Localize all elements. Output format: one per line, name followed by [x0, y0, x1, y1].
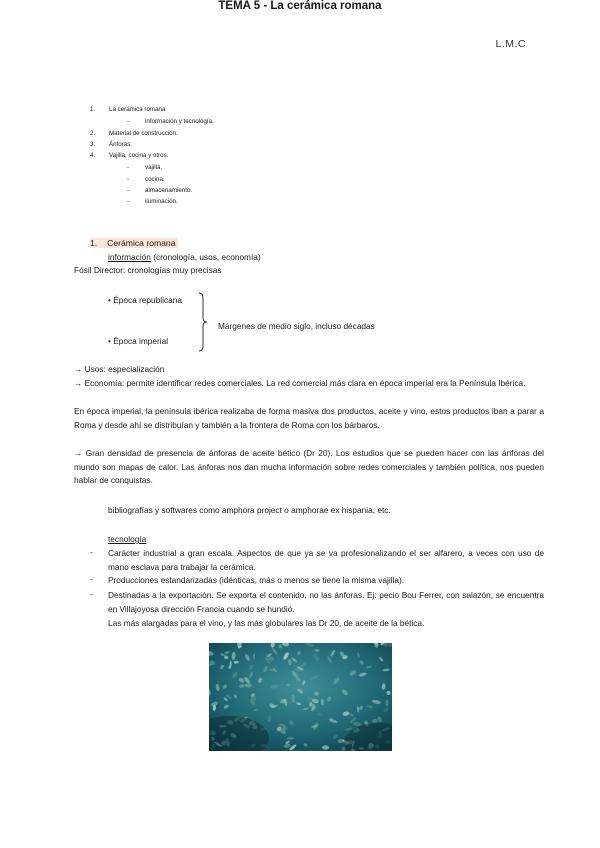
fosil-director-line: Fósil Director: cronologías muy precisas — [74, 265, 222, 275]
economia-paragraph: → Economía: permite identificar redes comerciales. La red comercial más clara en época imperial era la Península Ibérica. — [74, 378, 526, 388]
section-heading: 1. Cerámica romana — [90, 238, 178, 248]
shipwreck-image — [209, 643, 392, 751]
epoca-republicana: • Época republicana — [108, 295, 182, 305]
toc-item: 2. Material de construcción. — [90, 130, 178, 137]
toc-subitem: - vajilla. — [127, 164, 163, 171]
amphora-shape — [386, 699, 389, 706]
imperial-paragraph: En época imperial, la península ibérica realizaba de forma masiva dos productos, aceite y vino, estos productos iban a parar a Roma y desde ahí se distribuían y también a la frontera de Roma con los bárbaros. — [74, 406, 544, 430]
page-title: TEMA 5 - La cerámica romana — [218, 0, 382, 12]
info-line: información (cronología, usos, economía) — [108, 252, 261, 262]
right-brace — [198, 292, 208, 352]
toc-subitem: - iluminación. — [127, 198, 178, 205]
toc-subitem: - almacenamiento. — [127, 187, 193, 194]
toc-item: 1. La cerámica romana — [90, 106, 166, 113]
bibliografia-line: bibliografías y softwares como amphora project o amphorae ex hispania, etc. — [108, 505, 391, 515]
epoca-imperial: • Época imperial — [108, 336, 169, 346]
toc-item: 4. Vajilla, cocina y otros. — [90, 152, 169, 159]
tecnologia-label: tecnología — [108, 534, 147, 544]
toc-subitem: - cocina. — [127, 176, 165, 183]
densidad-paragraph: → Gran densidad de presencia de ánforas de aceite bético (Dr 20). Los estudios que se pueden hacer con las ánforas del mundo son mapas de calor. Las ánforas nos dan mucha información sobre redes comerciales y también política, nos pueden hablar de conquistas. — [74, 448, 544, 485]
toc-item: 3. Ánforas. — [90, 141, 133, 148]
shipwreck-photo — [209, 643, 392, 751]
tecnologia-note: Las más alargadas para el vino, y las más globulares las Dr 20, de aceite de la bética. — [108, 618, 425, 628]
usos-line: → Usos: especialización — [74, 364, 165, 374]
toc-subitem: - información y tecnología. — [127, 118, 214, 125]
margenes-text: Márgenes de medio siglo, incluso décadas — [218, 321, 375, 331]
author-initials: L.M.C — [495, 38, 526, 50]
